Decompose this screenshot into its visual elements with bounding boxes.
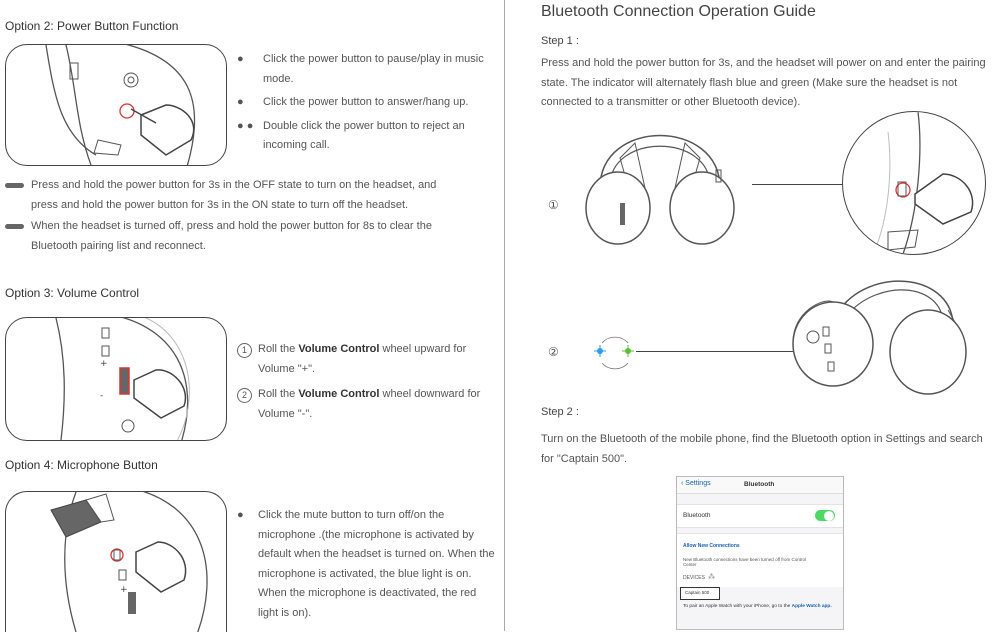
option3-list xyxy=(237,340,487,424)
bluetooth-label: Bluetooth xyxy=(683,512,711,519)
apple-watch-footer xyxy=(677,603,843,610)
bullet-dot-icon: ● xyxy=(237,53,244,65)
note-text: When the headset is turned off, press and hold the power button for 8s to clear the Bluetooth pairing list and reconnect. xyxy=(31,220,432,252)
bullet-text: Click the power button to answer/hang up. xyxy=(263,96,469,108)
option2-bullet-list xyxy=(237,50,487,156)
toggle-knob xyxy=(824,511,834,521)
option2-heading: Option 2: Power Button Function xyxy=(5,19,179,33)
item-text-post: wheel upward for Volume "+". xyxy=(258,343,467,375)
device-captain-500[interactable] xyxy=(680,587,720,600)
option2-notes xyxy=(5,176,460,256)
list-item xyxy=(5,217,460,256)
page-title: Bluetooth Connection Operation Guide xyxy=(541,3,816,20)
bluetooth-row xyxy=(677,504,843,528)
microphone-illustration xyxy=(5,491,227,632)
allow-text: New Bluetooth connections have been turned off from Control Center xyxy=(683,557,806,567)
option4-heading: Option 4: Microphone Button xyxy=(5,458,158,472)
option4-item xyxy=(237,506,496,623)
item-text-bold: Volume Control xyxy=(298,388,380,400)
double-dot-icon: ● ● xyxy=(237,119,254,132)
allow-connections-section xyxy=(677,533,843,572)
headset-front-drawing xyxy=(580,118,740,248)
phone-screen-title: Bluetooth xyxy=(744,481,775,488)
phone-nav-bar xyxy=(677,477,843,494)
option4-text: Click the mute button to turn off/on the microphone .(the microphone is activated by default when the headset is turned on. When the microphone is activated, the blue light is on. When the microphone is deactivated, the red light is on). xyxy=(258,509,495,619)
list-item xyxy=(237,93,487,113)
back-label: Settings xyxy=(685,480,711,487)
bullet-dot-icon: ● xyxy=(237,509,244,521)
back-button[interactable] xyxy=(681,480,711,487)
phone-bluetooth-screen xyxy=(676,476,844,630)
step1-text: Press and hold the power button for 3s, and the headset will power on and enter the pairing state. The indicator will alternately flash blue and green (Make sure the headset is not connected to a transmitter or other Bluetooth device). xyxy=(541,57,986,108)
power-button-illustration xyxy=(5,44,227,166)
callout-line-2 xyxy=(636,351,796,352)
footer-text: To pair an Apple Watch with your iPhone, go to the xyxy=(683,604,792,609)
list-item xyxy=(237,117,487,156)
headset-side-power-drawing xyxy=(6,45,226,165)
step2-text: Turn on the Bluetooth of the mobile phone, find the Bluetooth option in Settings and search for "Captain 500". xyxy=(541,433,983,465)
item-text-pre: Roll the xyxy=(258,388,299,400)
step2-label: Step 2 : xyxy=(541,406,579,418)
option3-heading: Option 3: Volume Control xyxy=(5,286,140,300)
long-press-icon xyxy=(5,183,24,188)
list-item xyxy=(5,176,460,215)
item-text-post: wheel downward for Volume "-". xyxy=(258,388,481,420)
allow-header: Allow New Connections xyxy=(683,543,740,549)
note-text: Press and hold the power button for 3s in the OFF state to turn on the headset, and press and hold the power button for 3s in the ON state to turn off the headset. xyxy=(31,179,437,211)
devices-label: DEVICES xyxy=(683,575,705,581)
bullet-dot-icon: ● xyxy=(237,96,244,108)
long-press-icon xyxy=(5,224,24,229)
zoom-power-drawing xyxy=(843,112,985,254)
list-item xyxy=(237,385,487,424)
headset-mic-drawing xyxy=(6,492,226,632)
step1-label: Step 1 : xyxy=(541,35,579,47)
callout-line xyxy=(752,184,844,185)
chevron-left-icon: ‹ xyxy=(681,480,684,487)
bullet-text: Double click the power button to reject an incoming call. xyxy=(263,119,465,151)
loading-spinner-icon: ⁂ xyxy=(708,574,715,581)
svg-text:-: - xyxy=(100,391,104,401)
item-text-bold: Volume Control xyxy=(298,343,380,355)
list-item xyxy=(237,340,487,379)
power-button-zoom-circle xyxy=(842,111,986,255)
step-number-icon: 2 xyxy=(237,388,252,403)
apple-watch-link[interactable]: Apple Watch app. xyxy=(791,604,832,609)
bluetooth-toggle[interactable] xyxy=(815,510,835,521)
blinking-indicator-icon xyxy=(590,333,640,373)
list-item xyxy=(237,50,487,89)
step-number-icon: 1 xyxy=(237,343,252,358)
headset-volume-drawing xyxy=(6,318,226,440)
column-divider xyxy=(504,0,505,631)
device-name: Captain 500 xyxy=(685,590,710,595)
diagram-label-two: ② xyxy=(548,345,559,359)
bullet-text: Click the power button to pause/play in music mode. xyxy=(263,53,484,85)
item-text-pre: Roll the xyxy=(258,343,299,355)
volume-wheel-illustration xyxy=(5,317,227,441)
headset-angled-drawing xyxy=(778,272,978,397)
diagram-label-one: ① xyxy=(548,198,559,212)
svg-text:+: + xyxy=(120,585,128,595)
svg-text:+: + xyxy=(100,359,108,369)
devices-header xyxy=(677,571,843,587)
